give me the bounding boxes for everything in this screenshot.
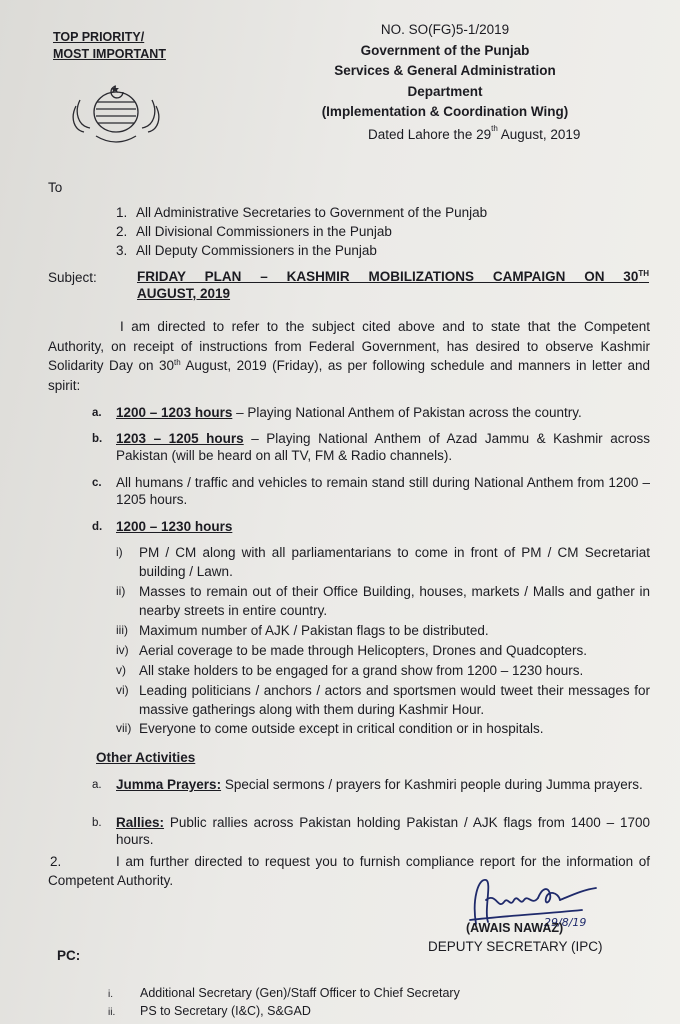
department-line-1: Services & General Administration [334,63,556,78]
other-activity-item: a. Jumma Prayers: Special sermons / prayers for Kashmiri people during Jumma prayers. [92,777,643,792]
sub-item: vi) Leading politicians / anchors / actors and sportsmen would tweet their messages for massive gatherings along with them during Kashmir Hour. [116,683,650,717]
sub-item: vii) Everyone to come outside except in critical condition or in hospitals. [116,721,544,736]
schedule-item-c: c. All humans / traffic and vehicles to remain stand still during National Anthem from 1200 – 1205 hours. [92,475,650,507]
pc-label: PC: [57,948,81,963]
signatory-name: (AWAIS NAWAZ) [466,921,564,935]
schedule-item-a: a. 1200 – 1203 hours – Playing National Anthem of Pakistan across the country. [92,405,582,420]
addressee-list [116,203,487,260]
addressee-item: 2. All Divisional Commissioners in the Punjab [116,224,392,239]
date-line: Dated Lahore the 29th August, 2019 [368,124,581,142]
other-activities-heading: Other Activities [96,750,196,765]
addressee-item: 1. All Administrative Secretaries to Government of the Punjab [116,205,488,220]
sub-item: v) All stake holders to be engaged for a grand show from 1200 – 1230 hours. [116,663,584,678]
other-activity-item: b. Rallies: Public rallies across Pakistan holding Pakistan / AJK flags from 1400 – 1700 hours. [92,815,650,847]
subject-line-1: FRIDAY PLAN – KASHMIR MOBILIZATIONS CAMPAIGN ON 30TH [137,269,649,284]
wing-name: (Implementation & Coordination Wing) [321,104,569,119]
body-paragraph-2: 2. I am further directed to request you to furnish compliance report for the information of Competent Authority. [48,854,650,888]
copy-item: ii. PS to Secretary (I&C), S&GAD [108,1004,311,1018]
signatory-title: DEPUTY SECRETARY (IPC) [428,939,603,954]
schedule-item-d: d. 1200 – 1230 hours [92,519,233,534]
sub-item: iii) Maximum number of AJK / Pakistan flags to be distributed. [116,623,489,638]
priority-line-2: MOST IMPORTANT [53,47,166,61]
subject-line-2: AUGUST, 2019 [137,286,231,301]
punjab-emblem-icon [70,82,162,148]
copy-list [108,985,460,1021]
sub-item: i) PM / CM along with all parliamentarians to come in front of PM / CM Secretariat building / Lawn. [116,545,650,579]
subject-label: Subject: [48,270,97,285]
sub-item: ii) Masses to remain out of their Office Building, houses, markets / Malls and gather in nearby streets in entire country. [116,584,650,618]
priority-marker [53,29,166,63]
schedule-item-b: b. 1203 – 1205 hours – Playing National Anthem of Azad Jammu & Kashmir across Pakistan (will be heard on all TV, FM & Radio channels). [92,431,650,463]
department-line-2: Department [407,83,483,99]
to-label: To [48,180,63,195]
body-paragraph-1: I am directed to refer to the subject cited above and to state that the Competent Authority, on receipt of instructions from Federal Government, has desired to observe Kashmir Solidarity Day on 30th August, 2019 (Friday), as per following schedule and manners in letter and spirit: [48,319,650,393]
priority-line-1: TOP PRIORITY/ [53,30,145,44]
reference-number: NO. SO(FG)5-1/2019 [380,22,510,37]
addressee-item: 3. All Deputy Commissioners in the Punjab [116,243,377,258]
sub-item: iv) Aerial coverage to be made through Helicopters, Drones and Quadcopters. [116,643,588,658]
svg-text:29/8/19: 29/8/19 [544,916,587,929]
government-name: Government of the Punjab [360,42,530,58]
copy-item: i. Additional Secretary (Gen)/Staff Officer to Chief Secretary [108,986,460,1000]
letterhead [280,20,610,123]
